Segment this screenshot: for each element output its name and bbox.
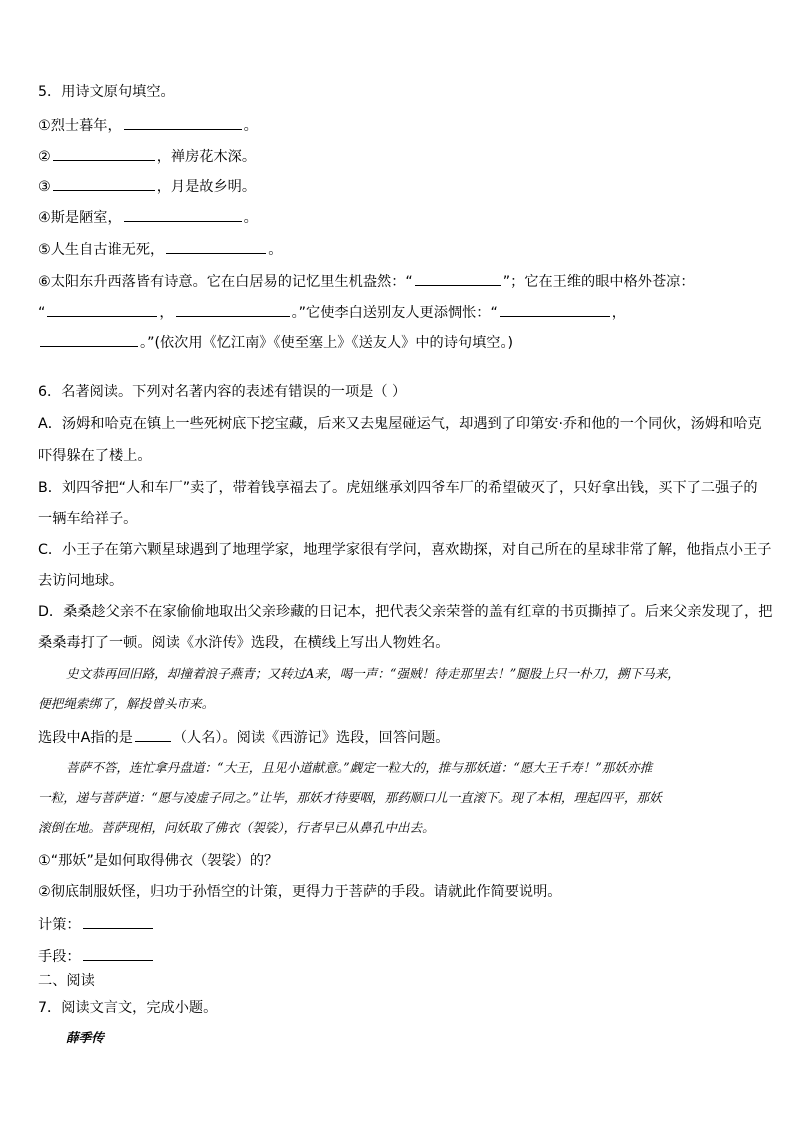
q6-option-a: A．汤姆和哈克在镇上一些死树底下挖宝藏，后来又去鬼屋碰运气，却遇到了印第安·乔和他的一个同伙，汤姆和哈克 (38, 416, 762, 432)
q5-item-6-text-b: ”；它在王维的眼中格外苍凉： (502, 274, 695, 290)
q5-item-1-end: 。 (243, 118, 258, 134)
q6-a-text: 选段中A指的是 (38, 730, 133, 746)
means-line (38, 945, 756, 967)
answer-blank[interactable] (53, 175, 155, 191)
xiyou-passage-line-2: 一粒，递与菩萨道：“愿与凌虚子同之。”让毕，那妖才待要咽，那药顺口儿一直滚下。现了本相，理起四平，那妖 (38, 790, 662, 805)
q7-title: 7．阅读文言文，完成小题。 (38, 1000, 218, 1016)
xiyou-passage-line-3: 滚倒在地。菩萨现相，问妖取了佛衣（袈裟），行者早已从鼻孔中出去。 (38, 820, 435, 835)
answer-blank[interactable] (83, 945, 153, 961)
q6-option-c-cont: 去访问地球。 (38, 573, 124, 589)
plan-label: 计策： (38, 917, 81, 933)
section-2-title: 二、阅读 (38, 973, 95, 989)
q6-title: 6．名著阅读。下列对名著内容的表述有错误的一项是（ ） (38, 384, 407, 400)
q5-item-6-instruction: 。”(依次用《忆江南》《使至塞上》《送友人》中的诗句填空。) (140, 335, 514, 351)
answer-blank[interactable] (500, 301, 610, 317)
answer-blank[interactable] (40, 331, 138, 347)
q6-a-question (38, 726, 756, 748)
shuihu-passage-line-1: 史文恭再回旧路，却撞着浪子燕青；又转过A来，喝一声：“强贼！待走那里去！”腿股上只一朴刀，搠下马来， (66, 666, 680, 681)
q5-item-4-text: ④斯是陋室， (38, 210, 122, 226)
answer-blank[interactable] (53, 145, 155, 161)
q5-item-6-line-3 (38, 331, 756, 353)
q6-option-b-cont: 一辆车给祥子。 (38, 511, 138, 527)
q5-item-2-text: ，禅房花木深。 (156, 149, 257, 165)
plan-line (38, 913, 756, 935)
q5-item-4 (38, 206, 756, 228)
q5-item-3 (38, 175, 756, 197)
q5-item-6-text-c: 。”它使李白送别友人更添惆怅：“ (291, 305, 498, 321)
answer-blank[interactable] (166, 238, 266, 254)
q5-item-1 (38, 114, 756, 136)
q6-sub-question-1: ①“那妖”是如何取得佛衣（袈裟）的？ (38, 853, 279, 869)
q5-title: 5．用诗文原句填空。 (38, 84, 175, 100)
q6-option-b: B．刘四爷把“人和车厂”卖了，带着钱享福去了。虎妞继承刘四爷车厂的希望破灭了，只好拿出钱，买下了二强子的 (38, 480, 758, 496)
q5-item-3-text: ，月是故乡明。 (156, 179, 257, 195)
q6-option-a-cont: 吓得躲在了楼上。 (38, 448, 152, 464)
q5-item-6-line-2 (38, 301, 756, 323)
means-label: 手段： (38, 949, 81, 965)
q5-item-4-end: 。 (243, 210, 258, 226)
answer-blank[interactable] (176, 301, 290, 317)
passage-title: 薛季传 (66, 1030, 104, 1045)
q5-item-5-text: ⑤人生自古谁无死， (38, 242, 165, 258)
q5-item-6-comma: ， (159, 305, 174, 321)
answer-blank[interactable] (124, 206, 242, 222)
q5-item-3-mark: ③ (38, 179, 51, 195)
answer-blank[interactable] (47, 301, 157, 317)
answer-blank[interactable] (415, 270, 501, 286)
q5-item-2-mark: ② (38, 149, 51, 165)
q5-item-6-quote: “ (38, 305, 46, 321)
q5-item-1-text: ①烈士暮年， (38, 118, 122, 134)
q5-item-6-line-1 (38, 270, 756, 292)
q6-sub-question-2: ②彻底制服妖怪，归功于孙悟空的计策，更得力于菩萨的手段。请就此作简要说明。 (38, 884, 562, 900)
shuihu-passage-line-2: 便把绳索绑了，解投曾头市来。 (38, 696, 215, 711)
q5-item-5 (38, 238, 756, 260)
q5-item-5-end: 。 (268, 242, 283, 258)
q5-item-2 (38, 145, 756, 167)
answer-blank[interactable] (135, 726, 171, 742)
q6-option-d: D．桑桑趁父亲不在家偷偷地取出父亲珍藏的日记本，把代表父亲荣誉的盖有红章的书页撕掉了。后来父亲发现了，把 (38, 604, 773, 620)
q5-item-6-comma-2: ， (611, 305, 626, 321)
xiyou-passage-line-1: 菩萨不答，连忙拿丹盘道：“大王，且见小道献意。”觑定一粒大的，推与那妖道：“愿大王千寿！”那妖亦推 (66, 760, 653, 775)
answer-blank[interactable] (83, 913, 153, 929)
q6-option-d-cont: 桑桑毒打了一顿。阅读《水浒传》选段，在横线上写出人物姓名。 (38, 635, 450, 651)
q6-option-c: C．小王子在第六颗星球遇到了地理学家，地理学家很有学问，喜欢勘探，对自己所在的星球非常了解，他指点小王子 (38, 542, 772, 558)
answer-blank[interactable] (124, 114, 242, 130)
q5-item-6-text-a: ⑥太阳东升西落皆有诗意。它在白居易的记忆里生机盎然：“ (38, 274, 413, 290)
q6-a-text-b: （人名）。阅读《西游记》选段，回答问题。 (172, 730, 450, 746)
